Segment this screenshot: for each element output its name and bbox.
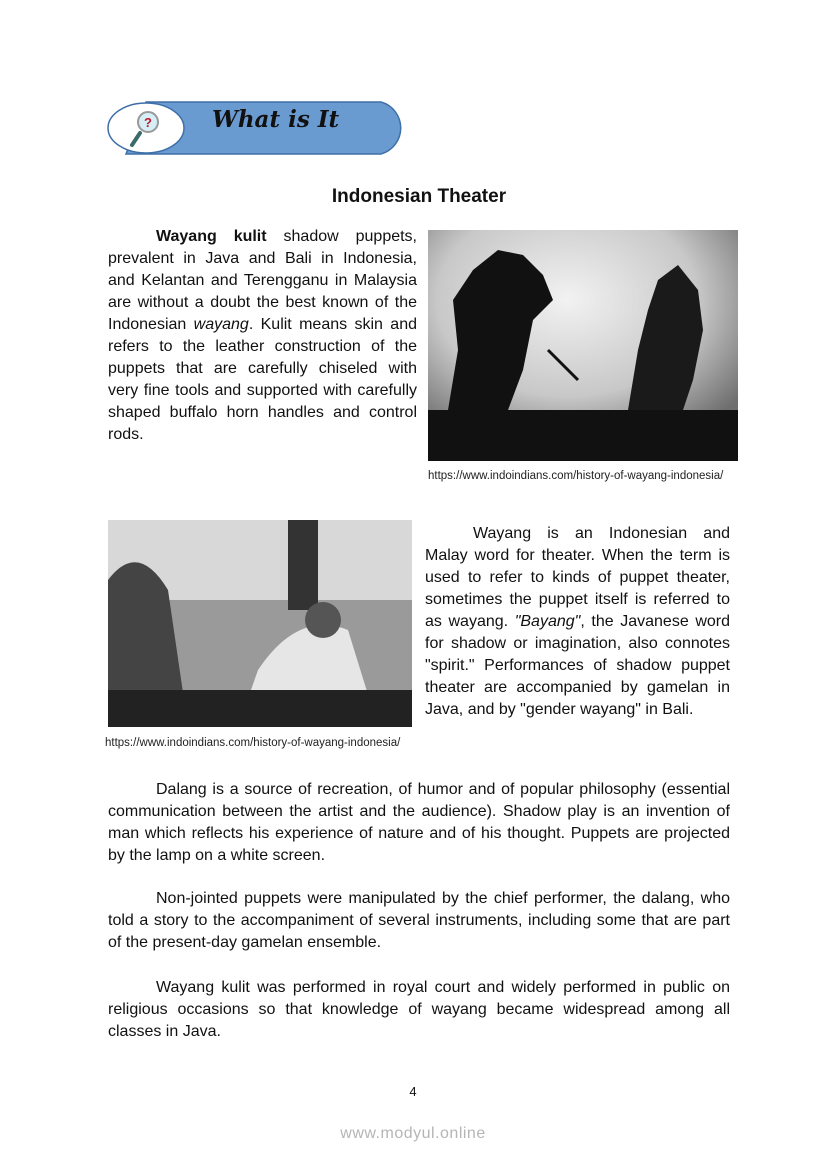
page-title: Indonesian Theater <box>331 186 507 207</box>
shadow-puppet-image <box>428 230 738 461</box>
paragraph-royal-court: Wayang kulit was performed in royal court and widely performed in public on religious occasions so that knowledge of wayang became widespread among all classes in Java. <box>108 979 730 1040</box>
paragraph-wayang-kulit: Wayang kulit shadow puppets, prevalent in Java and Bali in Indonesia, and Kelantan and Terengganu in Malaysia are without a doubt the best known of the Indonesian wayang. Kulit means skin and refers to the leather construction of the puppets that are carefully chiseled with very fine tools and supported with carefully shaped buffalo horn handles and control rods. <box>108 228 418 443</box>
watermark: www.modyul.online <box>340 1125 486 1142</box>
svg-text:?: ? <box>144 115 152 130</box>
dalang-performer-image <box>108 520 412 727</box>
banner-title: What is It <box>212 106 340 133</box>
page-number: 4 <box>409 1084 417 1099</box>
image-caption: https://www.indoindians.com/history-of-wayang-indonesia/ <box>105 737 401 749</box>
paragraph-non-jointed-puppets: Non-jointed puppets were manipulated by the chief performer, the dalang, who told a story to the accompaniment of several instruments, including some that are part of the present-day gamelan ensemble. <box>108 890 730 951</box>
bold-term: Wayang kulit <box>156 228 267 245</box>
image-caption: https://www.indoindians.com/history-of-wayang-indonesia/ <box>428 470 724 482</box>
paragraph-dalang: Dalang is a source of recreation, of humor and of popular philosophy (essential communication between the artist and the audience). Shadow play is an invention of man which reflects his experience of nature and of his thought. Puppets are projected by the lamp on a white screen. <box>108 781 730 864</box>
paragraph-wayang-meaning: Wayang is an Indonesian and Malay word for theater. When the term is used to refer to kinds of puppet theater, sometimes the puppet itself is referred to as wayang. "Bayang", the Javanese word for shadow or imagination, also connotes "spirit." Performances of shadow puppet theater are accompanied by gamelan in Java, and by "gender wayang" in Bali. <box>425 525 730 718</box>
